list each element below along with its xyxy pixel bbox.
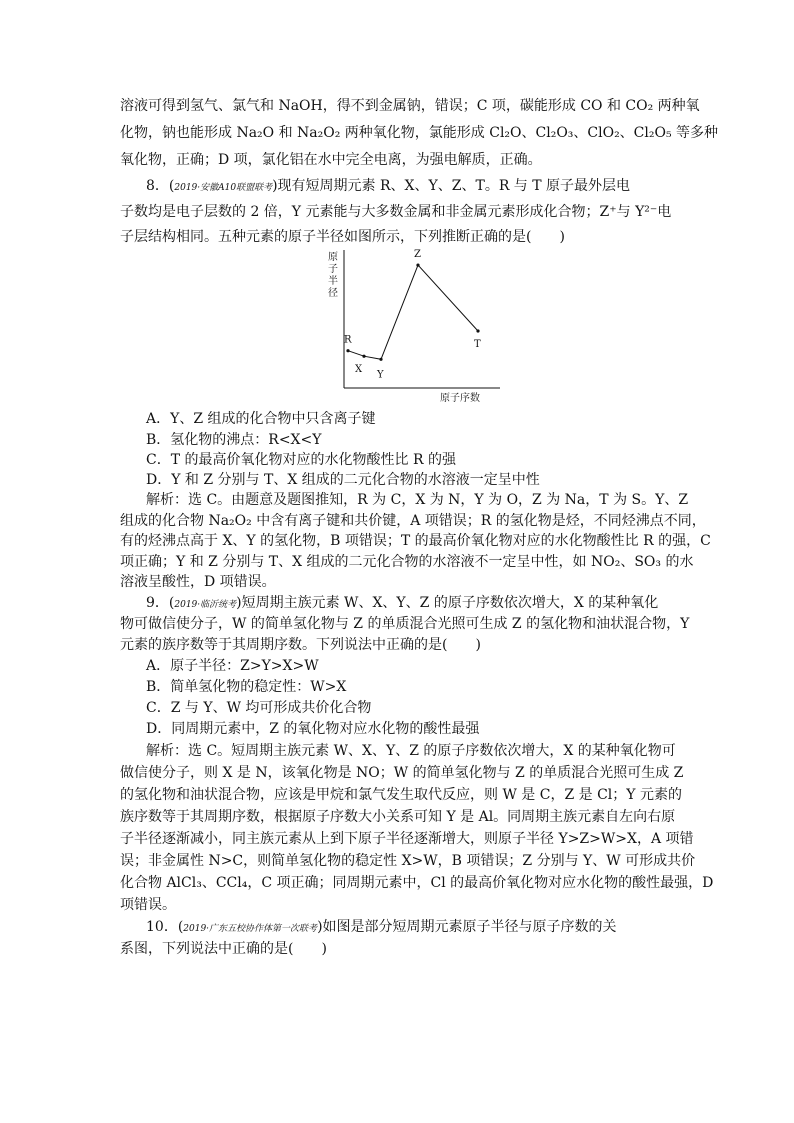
question-10-line-2: 系图，下列说法中正确的是( ) [120,941,327,957]
option-b: B．简单氢化物的稳定性：W>X [146,679,347,695]
y-axis-label-char: 子 [328,264,338,275]
question-source: 2019·安徽A10联盟联考 [174,183,273,193]
analysis-line: 项错误。 [120,897,176,913]
data-point [476,329,479,332]
data-point [346,349,349,352]
analysis-line: 化合物 AlCl₃、CCl₄，C 项正确；同周期元素中，Cl 的最高价氧化物对应水化物的酸性最强，D [120,875,714,891]
analysis-line: 的氢化物和油状混合物，应该是甲烷和氯气发生取代反应，则 W 是 C，Z 是 Cl；Y 元素的 [120,787,682,803]
point-label: T [474,339,481,350]
y-axis-label [328,251,338,299]
analysis-line: 族序数等于其周期序数，根据原子序数大小关系可知 Y 是 Al。同周期主族元素自左向右原 [120,809,676,825]
data-point [362,355,365,358]
question-8-line-1 [146,177,706,197]
question-number: 9．( [146,595,175,611]
question-source: 2019·临沂统考 [174,600,237,610]
x-axis-label: 原子序数 [440,393,480,404]
question-10-line-1 [146,918,706,938]
analysis-line: 有的烃沸点高于 X、Y 的氢化物，B 项错误；T 的最高价氧化物对应的水化物酸性比 R 的强，C [120,533,711,549]
question-text: )如图是部分短周期元素原子半径与原子序数的关 [317,919,617,935]
question-number: 8．( [146,178,175,194]
option-b: B．氢化物的沸点：R<X<Y [146,432,322,448]
option-c: C．T 的最高价氧化物对应的水化物酸性比 R 的强 [146,452,456,468]
point-label: R [344,334,352,346]
question-8-line-3: 子层结构相同。五种元素的原子半径如图所示，下列推断正确的是( ) [120,229,565,245]
analysis-line: 组成的化合物 Na₂O₂ 中含有离子键和共价键，A 项错误；R 的氢化物是烃，不同烃沸点不同， [120,513,706,529]
analysis-line: 误；非金属性 N>C，则简单氢化物的稳定性 X>W，B 项错误；Z 分别与 Y、W 可形成共价 [120,853,696,869]
text-line: 溶液可得到氢气、氯气和 NaOH，得不到金属钠，错误；C 项，碳能形成 CO 和 CO₂ 两种氧 [120,98,700,114]
question-8-line-2: 子数均是电子层数的 2 倍，Y 元素能与大多数金属和非金属元素形成化合物；Z⁺与 Y²⁻电 [120,204,672,220]
option-c: C．Z 与 Y、W 均可形成共价化合物 [146,700,372,716]
option-d: D．同周期元素中，Z 的氧化物对应水化物的酸性最强 [146,721,480,737]
atomic-radius-chart [320,244,510,406]
option-a: A．Y、Z 组成的化合物中只含离子键 [146,411,376,427]
data-point [379,358,382,361]
question-9-line-3: 元素的族序数等于其周期序数。下列说法中正确的是( ) [120,637,481,653]
analysis-line: 项正确；Y 和 Z 分别与 T、X 组成的二元化合物的水溶液不一定呈中性，如 NO₂、SO₃ 的水 [120,554,694,570]
analysis-line: 解析：选 C。短周期主族元素 W、X、Y、Z 的原子序数依次增大，X 的某种氧化物可 [146,743,676,759]
y-axis-label-char: 原 [328,252,338,263]
y-axis-label-char: 径 [328,288,338,299]
point-label: Y [377,369,384,381]
question-9-line-2: 物可做信使分子，W 的简单氢化物与 Z 的单质混合光照可生成 Z 的氢化物和油状混合物，Y [120,616,690,632]
y-axis-label-char: 半 [328,276,338,287]
data-point [416,264,419,267]
text-line: 氧化物，正确；D 项，氯化铝在水中完全电离，为强电解质，正确。 [120,152,542,168]
question-text: )短周期主族元素 W、X、Y、Z 的原子序数依次增大，X 的某种氧化 [236,595,659,611]
option-d: D．Y 和 Z 分别与 T、X 组成的二元化合物的水溶液一定呈中性 [146,472,540,488]
analysis-line: 子半径逐渐减小，同主族元素从上到下原子半径逐渐增大，则原子半径 Y>Z>W>X，A 项错 [120,831,694,847]
question-source: 2019·广东五校协作体第一次联考 [183,924,318,934]
analysis-line: 溶液呈酸性，D 项错误。 [120,574,276,590]
point-label: X [355,364,363,376]
series-line [348,265,478,359]
analysis-line: 解析：选 C。由题意及题图推知，R 为 C，X 为 N，Y 为 O，Z 为 Na，T 为 S。Y、Z [146,492,689,508]
point-label: Z [414,249,421,261]
option-a: A．原子半径：Z>Y>X>W [146,658,319,674]
question-number: 10．( [146,919,184,935]
question-9-line-1 [146,594,706,614]
question-text: )现有短周期元素 R、X、Y、Z、T。R 与 T 原子最外层电 [272,178,631,194]
chart-svg [320,244,510,406]
analysis-line: 做信使分子，则 X 是 N，该氧化物是 NO；W 的简单氢化物与 Z 的单质混合光照可生成 Z [120,765,684,781]
text-line: 化物，钠也能形成 Na₂O 和 Na₂O₂ 两种氧化物，氯能形成 Cl₂O、Cl₂O₃、ClO₂、Cl₂O₅ 等多种 [120,125,719,141]
